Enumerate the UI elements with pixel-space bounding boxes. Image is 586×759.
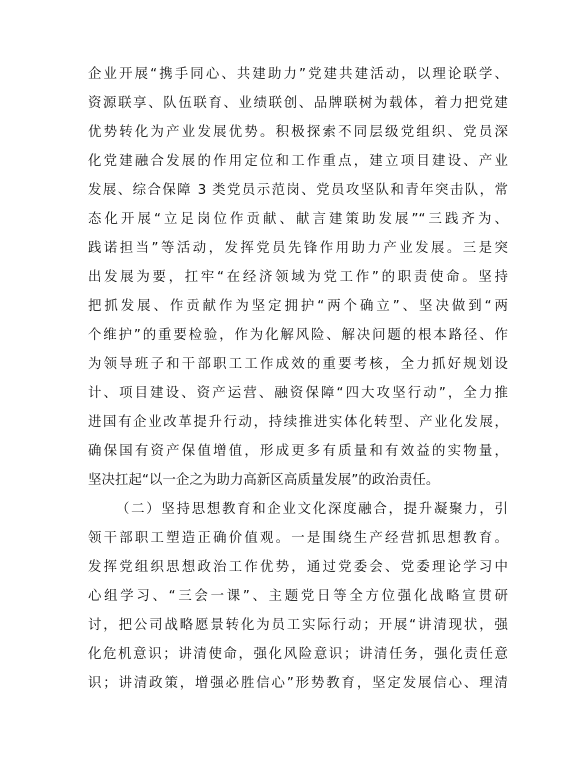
text-line: 态化开展“立足岗位作贡献、献言建策助发展”“三践齐为、 <box>88 212 508 227</box>
text-line: 确保国有资产保值增值，形成更多有质量和有效益的实物量， <box>88 444 508 459</box>
text-line: 把抓发展、作贡献作为坚定拥护“两个确立”、坚决做到“两 <box>88 299 508 314</box>
text-line: 心组学习、“三会一课”、主题党日等全方位强化战略宣贯研 <box>88 589 508 604</box>
text-line: 坚决扛起“以一企之为助力高新区高质量发展”的政治责任。 <box>88 473 440 488</box>
text-line: 资源联享、队伍联育、业绩联创、品牌联树为载体，着力把党建 <box>88 96 508 111</box>
text-line: 践诺担当”等活动，发挥党员先锋作用助力产业发展。三是突 <box>88 241 508 256</box>
text-line: 为领导班子和干部职工工作成效的重要考核，全力抓好规划设 <box>88 357 508 372</box>
text-line: 计、项目建设、资产运营、融资保障“四大攻坚行动”，全力推 <box>88 386 508 401</box>
text-line: 识；讲清政策，增强必胜信心”形势教育，坚定发展信心、理清 <box>88 676 508 691</box>
text-line: 发展、综合保障 3 类党员示范岗、党员攻坚队和青年突击队，常 <box>88 183 508 198</box>
text-line: 化党建融合发展的作用定位和工作重点，建立项目建设、产业 <box>88 154 508 169</box>
text-line: 个维护”的重要检验，作为化解风险、解决问题的根本路径、作 <box>88 328 508 343</box>
text-line: 发挥党组织思想政治工作优势，通过党委会、党委理论学习中 <box>88 560 508 575</box>
body-text <box>88 60 508 698</box>
text-line: 进国有企业改革提升行动，持续推进实体化转型、产业化发展， <box>88 415 508 430</box>
section-heading-line: （二）坚持思想教育和企业文化深度融合，提升凝聚力，引 <box>116 502 508 517</box>
text-line: 讨，把公司战略愿景转化为员工实际行动；开展“讲清现状，强 <box>88 618 508 633</box>
text-line: 企业开展“携手同心、共建助力”党建共建活动，以理论联学、 <box>88 67 508 82</box>
text-line: 优势转化为产业发展优势。积极探索不同层级党组织、党员深 <box>88 125 508 140</box>
text-line: 化危机意识；讲清使命，强化风险意识；讲清任务，强化责任意 <box>88 647 508 662</box>
text-line: 领干部职工塑造正确价值观。一是围绕生产经营抓思想教育。 <box>88 531 508 546</box>
text-line: 出发展为要，扛牢“在经济领域为党工作”的职责使命。坚持 <box>88 270 508 285</box>
